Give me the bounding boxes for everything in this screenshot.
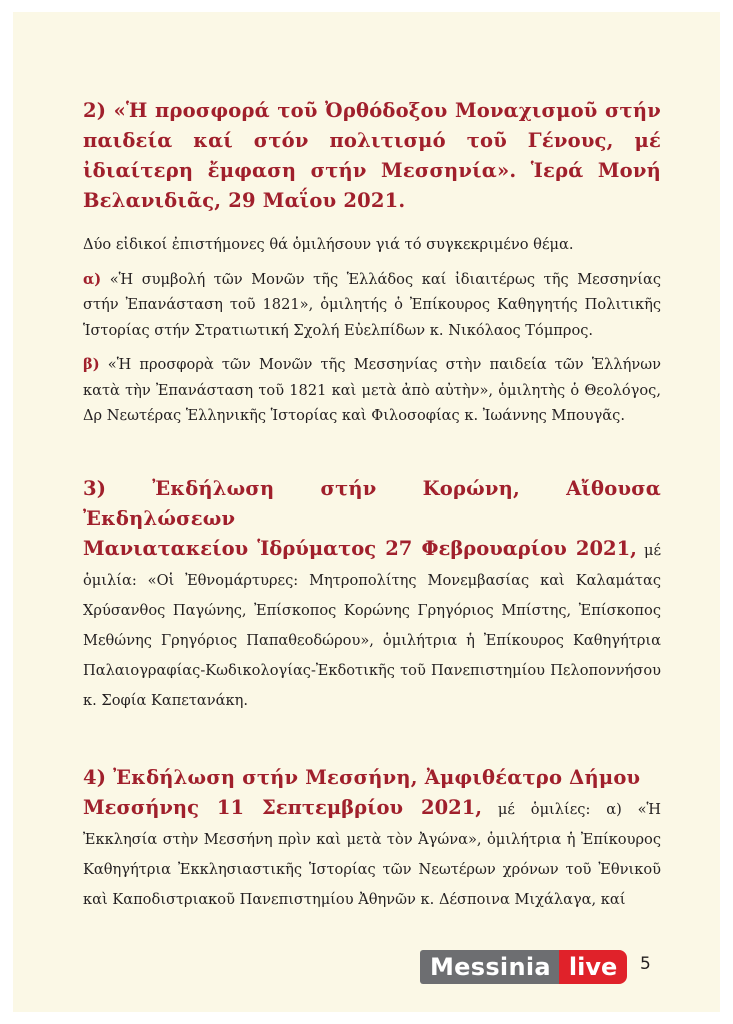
item-b-label: β) — [83, 356, 100, 373]
section-4-heading: 4) Ἐκδήλωση στήν Μεσσήνη, Ἀμφιθέατρο Δήμου — [83, 765, 641, 789]
page-number: 5 — [640, 954, 651, 974]
logo-live-badge: live — [559, 950, 627, 984]
item-a-text: «Ἡ συμβολή τῶν Μονῶν τῆς Ἑλλάδος καί ἰδιαιτέρως τῆς Μεσσηνίας στήν Ἐπανάσταση τοῦ 1821», ὁμιλητής ὁ Ἐπίκουρος Καθηγητής Πολιτικῆς Ἱστορίας στήν Στρατιωτική Σχολή Εὐελπίδων κ. Νικόλαος Τόμπρος. — [83, 270, 661, 339]
item-a-label: α) — [83, 270, 102, 288]
section-4-heading-continued: Μεσσήνης 11 Σεπτεμβρίου 2021, — [83, 795, 483, 819]
item-b-text: «Ἡ προσφορὰ τῶν Μονῶν τῆς Μεσσηνίας στὴν παιδεία τῶν Ἑλλήνων κατὰ τὴν Ἐπανάσταση τοῦ 1821 καὶ μετὰ ἀπὸ αὐτὴν», ὁμιλητὴς ὁ Θεολόγος, Δρ Νεωτέρας Ἑλληνικῆς Ἱστορίας καὶ Φιλοσοφίας κ. Ἰωάννης Μπουγᾶς. — [83, 356, 661, 424]
section-3-body — [83, 534, 661, 716]
section-4-text: μέ ὁμιλίες: α) «Ἡ Ἐκκλησία στὴν Μεσσήνη πρὶν καὶ μετὰ τὸν Ἀγώνα», ὁμιλήτρια ἡ Ἐπίκουρος Καθηγήτρια Ἐκκλησιαστικῆς Ἱστορίας τῶν Νεωτέρων χρόνων τοῦ Ἐθνικοῦ καὶ Καποδιστριακοῦ Πανεπιστημίου Ἀθηνῶν κ. Δέσποινα Μιχάλαγα, καί — [83, 800, 661, 908]
section-2 — [83, 96, 661, 429]
section-4-body — [83, 793, 661, 915]
messinia-live-logo — [420, 950, 627, 984]
section-2-item-a — [83, 267, 661, 344]
section-3-text: μέ ὁμιλία: «Οἱ Ἐθνομάρτυρες: Μητροπολίτης Μονεμβασίας καὶ Καλαμάτας Χρύσανθος Παγώνης, Ἐπίσκοπος Κορώνης Γρηγόριος Μπίστης, Ἐπίσκοπος Μεθώνης Γρηγόριος Παπαθεοδώρου», ὁμιλήτρια ἡ Ἐπίκουρος Καθηγήτρια Παλαιογραφίας-Κωδικολογίας-Ἐκδοτικῆς τοῦ Πανεπιστημίου Πελοποννήσου κ. Σοφία Καπετανάκη. — [83, 541, 662, 709]
section-4 — [83, 763, 661, 915]
section-3-heading: 3) Ἐκδήλωση στήν Κορώνη, Αἴθουσα Ἐκδηλώσεων — [83, 476, 661, 530]
section-3 — [83, 474, 661, 716]
section-2-item-b — [83, 352, 661, 429]
page-content — [83, 96, 661, 915]
section-2-heading: 2) «Ἡ προσφορά τοῦ Ὀρθόδοξου Μοναχισμοῦ στήν παιδεία καί στόν πολιτισμό τοῦ Γένους, μέ ἰδιαίτερη ἔμφαση στήν Μεσσηνία». Ἱερά Μονή Βελανιδιᾶς, 29 Μαΐου 2021. — [83, 99, 661, 212]
section-3-heading-continued: Μανιατακείου Ἱδρύματος 27 Φεβρουαρίου 2021, — [83, 536, 637, 560]
document-page — [13, 12, 720, 1012]
logo-word: Messinia — [420, 950, 559, 984]
section-2-intro: Δύο εἰδικοί ἐπιστήμονες θά ὁμιλήσουν γιά τό συγκεκριμένο θέμα. — [83, 236, 574, 253]
